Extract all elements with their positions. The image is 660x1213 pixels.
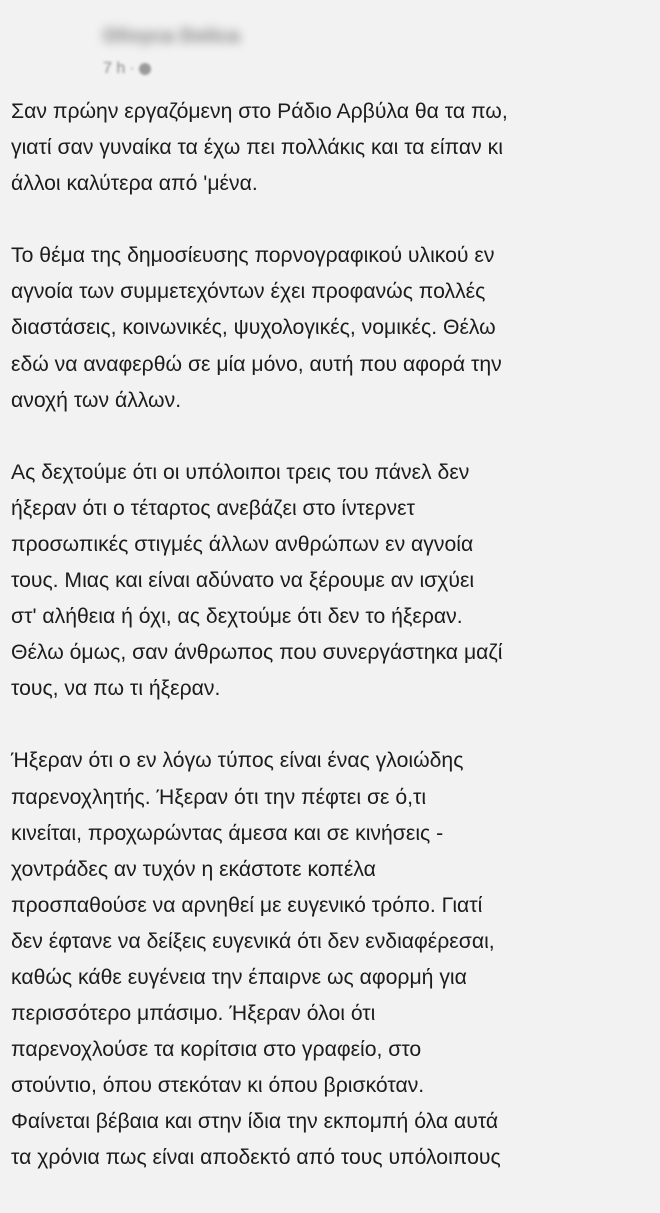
text-line: παρενοχλούσε τα κορίτσια στο γραφείο, στο bbox=[11, 1038, 422, 1062]
post-meta bbox=[103, 60, 151, 78]
text-line: δεν έφτανε να δείξεις ευγενικά ότι δεν ενδιαφέρεσαι, bbox=[11, 929, 495, 953]
post-text bbox=[11, 94, 651, 1213]
text-line: κινείται, προχωρώντας άμεσα και σε κινήσεις - bbox=[11, 821, 444, 845]
text-line: ήξεραν ότι ο τέταρτος ανεβάζει στο ίντερνετ bbox=[11, 496, 415, 520]
post-paragraph bbox=[11, 743, 651, 1176]
text-line: διαστάσεις, κοινωνικές, ψυχολογικές, νομικές. Θέλω bbox=[11, 316, 496, 340]
text-line: τους. Μιας και είναι αδύνατο να ξέρουμε αν ισχύει bbox=[11, 569, 475, 593]
text-line: Σαν πρώην εργαζόμενη στο Ράδιο Αρβύλα θα τα πω, bbox=[11, 100, 508, 123]
text-line: Ήξεραν ότι ο εν λόγω τύπος είναι ένας γλοιώδης bbox=[11, 749, 464, 773]
text-line: τα χρόνια πως είναι αποδεκτό από τους υπόλοιπους bbox=[11, 1146, 501, 1170]
text-line: χοντράδες αν τυχόν η εκάστοτε κοπέλα bbox=[11, 857, 376, 881]
text-line: ανοχή των άλλων. bbox=[11, 388, 182, 412]
text-line: τους, να πω τι ήξεραν. bbox=[11, 677, 221, 701]
post-paragraph bbox=[11, 238, 651, 418]
text-line: εδώ να αναφερθώ σε μία μόνο, αυτή που αφορά την bbox=[11, 352, 502, 376]
post-header bbox=[11, 0, 650, 92]
text-line: Το θέμα της δημοσίευσης πορνογραφικού υλικού εν bbox=[11, 244, 495, 268]
text-line: προσωπικές στιγμές άλλων ανθρώπων εν αγνοία bbox=[11, 532, 474, 556]
text-line: στούντιο, όπου στεκόταν κι όπου βρισκόταν. bbox=[11, 1074, 425, 1098]
post-timestamp[interactable]: 7 h bbox=[103, 60, 126, 77]
text-line: άλλοι καλύτερα από 'μένα. bbox=[11, 172, 258, 196]
text-line: περισσότερο μπάσιμο. Ήξεραν όλοι ότι bbox=[11, 1002, 376, 1026]
post-paragraph bbox=[11, 455, 651, 708]
globe-icon bbox=[139, 63, 151, 75]
text-line: παρενοχλητής. Ήξεραν ότι την πέφτει σε ό,τι bbox=[11, 785, 427, 809]
post-paragraph bbox=[11, 94, 651, 202]
text-line: καθώς κάθε ευγένεια την έπαιρνε ως αφορμή για bbox=[11, 965, 467, 989]
text-line: γιατί σαν γυναίκα τα έχω πει πολλάκις και τα είπαν κι bbox=[11, 136, 503, 160]
meta-separator: · bbox=[129, 60, 135, 77]
text-line: Φαίνεται βέβαια και στην ίδια την εκπομπή όλα αυτά bbox=[11, 1110, 499, 1134]
text-line: Θέλω όμως, σαν άνθρωπος που συνεργάστηκα μαζί bbox=[11, 641, 503, 665]
text-line: προσπαθούσε να αρνηθεί με ευγενικό τρόπο. Γιατί bbox=[11, 893, 483, 917]
text-line: στ' αλήθεια ή όχι, ας δεχτούμε ότι δεν το ήξεραν. bbox=[11, 605, 463, 629]
author-name[interactable]: Olivyca Dolica bbox=[103, 26, 240, 47]
text-line: Ας δεχτούμε ότι οι υπόλοιποι τρεις του πάνελ δεν bbox=[11, 460, 470, 484]
text-line: αγνοία των συμμετεχόντων έχει προφανώς πολλές bbox=[11, 280, 486, 304]
